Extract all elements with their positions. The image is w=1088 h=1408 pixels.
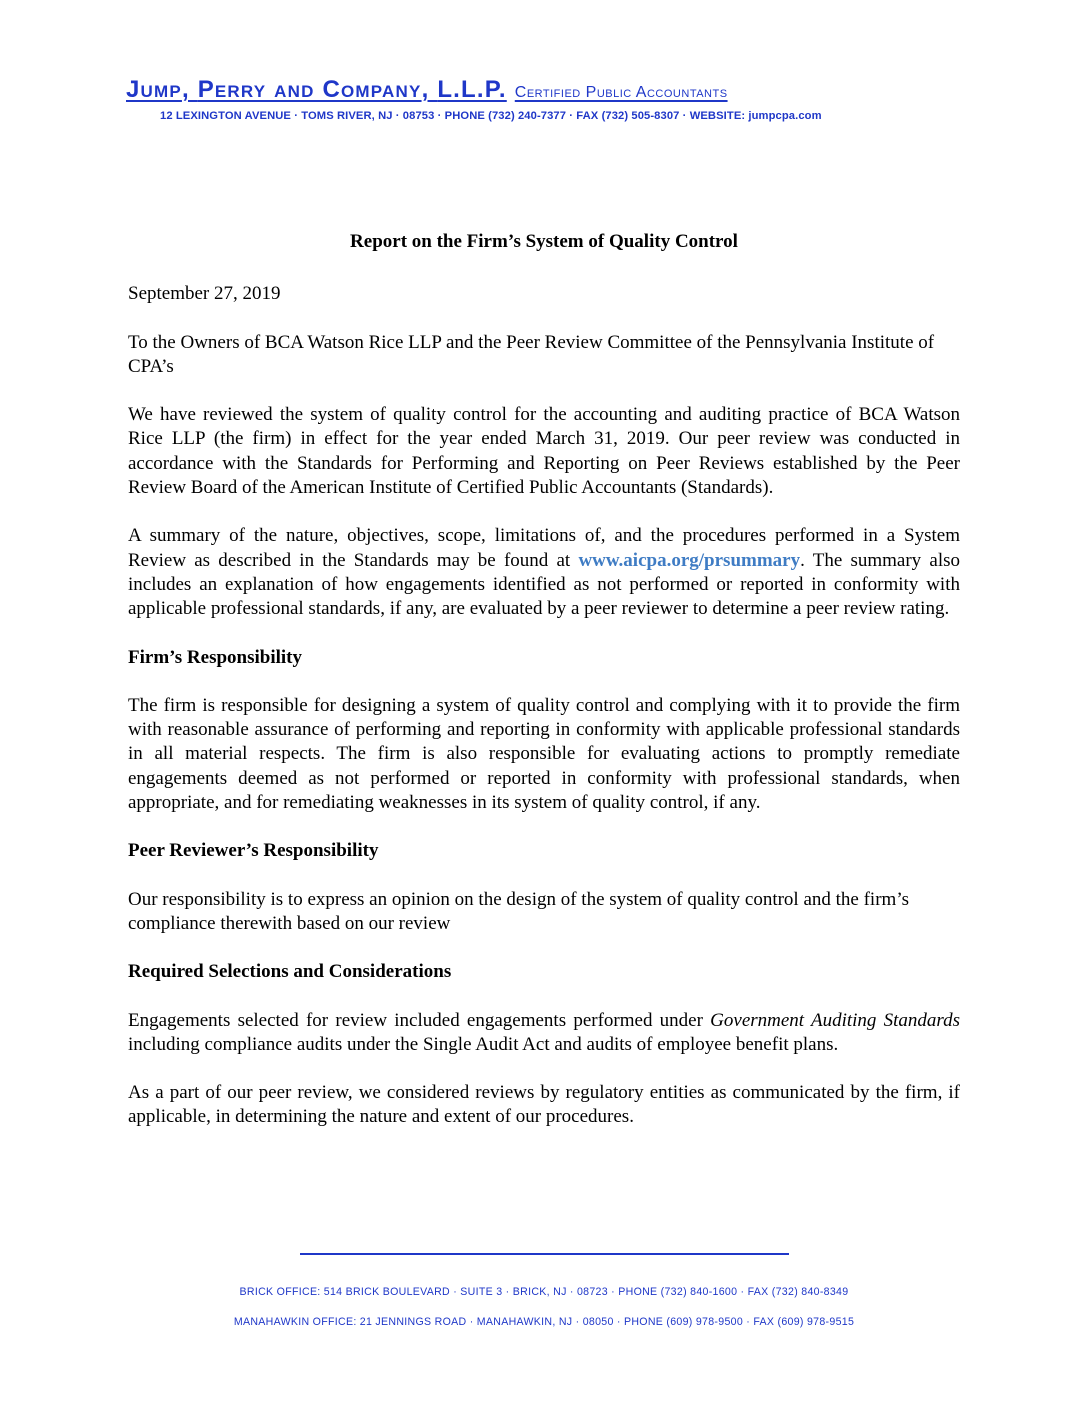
- firm-responsibility-heading: Firm’s Responsibility: [128, 646, 302, 668]
- summary-text-after: . The summary also includes an explanation of how engagements identified as not performed or reported in conformity with applicable professional standards, if any, are evaluated by a peer reviewer to determine a peer review rating.: [128, 549, 961, 620]
- peer-reviewer-responsibility-paragraph: Our responsibility is to express an opinion on the design of the system of quality control and the firm’s compliance therewith based on our review: [128, 888, 909, 934]
- selections-text-before: Engagements selected for review included engagements performed under: [128, 1009, 711, 1031]
- report-date: September 27, 2019: [128, 283, 281, 305]
- required-selections-heading: Required Selections and Considerations: [128, 961, 452, 983]
- firm-name-separator: ,: [421, 76, 438, 103]
- gas-standards-italic: Government Auditing Standards: [710, 1009, 960, 1031]
- report-body: [128, 230, 960, 1154]
- regulatory-reviews-paragraph: As a part of our peer review, we considered reviews by regulatory entities as communicated by the firm, if applicable, in determining the nature and extent of our procedures.: [128, 1082, 960, 1128]
- firm-name-jump: Jump: [126, 76, 182, 103]
- peer-reviewer-responsibility-heading: Peer Reviewer’s Responsibility: [128, 840, 379, 862]
- firm-tagline: Certified Public Accountants: [514, 84, 728, 101]
- selections-text-after: including compliance audits under the Single Audit Act and audits of employee benefit plans.: [128, 1033, 839, 1055]
- prsummary-link[interactable]: www.aicpa.org/prsummary: [578, 549, 801, 571]
- firm-address: 12 LEXINGTON AVENUE · TOMS RIVER, NJ · 08753 · PHONE (732) 240-7377 · FAX (732) 505-8307 · WEBSITE: jumpcpa.com: [160, 110, 822, 122]
- footer-brick-office: BRICK OFFICE: 514 BRICK BOULEVARD · SUITE 3 · BRICK, NJ · 08723 · PHONE (732) 840-1600 · FAX (732) 840-8349: [239, 1286, 849, 1298]
- footer-manahawkin-office: MANAHAWKIN OFFICE: 21 JENNINGS ROAD · MANAHAWKIN, NJ · 08050 · PHONE (609) 978-9500 · FAX (609) 978-9515: [233, 1316, 855, 1328]
- firm-name-llp: L.L.P.: [437, 76, 507, 103]
- summary-text-before: A summary of the nature, objectives, scope, limitations of, and the procedures performed in a System Review as described in the Standards may be found at: [128, 525, 960, 571]
- report-title: Report on the Firm’s System of Quality Control: [350, 231, 738, 252]
- firm-name: [126, 76, 728, 107]
- summary-paragraph: [128, 524, 960, 621]
- report-addressee: To the Owners of BCA Watson Rice LLP and the Peer Review Committee of the Pennsylvania Institute of CPA’s: [128, 331, 935, 377]
- firm-name-perry-and-company: Perry and Company: [197, 76, 422, 103]
- required-selections-paragraph: [128, 1009, 960, 1058]
- firm-name-separator: ,: [181, 76, 198, 103]
- footer-divider: [300, 1253, 789, 1255]
- firm-responsibility-paragraph: The firm is responsible for designing a system of quality control and complying with it to provide the firm with reasonable assurance of performing and reporting in conformity with applicable professional standards in all material respects. The firm is also responsible for evaluating actions to promptly remediate engagements deemed as not performed or reported in conformity with professional standards, when appropriate, and for remediating weaknesses in its system of quality control, if any.: [128, 694, 960, 814]
- intro-paragraph: We have reviewed the system of quality control for the accounting and auditing practice of BCA Watson Rice LLP (the firm) in effect for the year ended March 31, 2019. Our peer review was conducted in accordance with the Standards for Performing and Reporting on Peer Reviews established by the Peer Review Board of the American Institute of Certified Public Accountants (Standards).: [128, 404, 960, 499]
